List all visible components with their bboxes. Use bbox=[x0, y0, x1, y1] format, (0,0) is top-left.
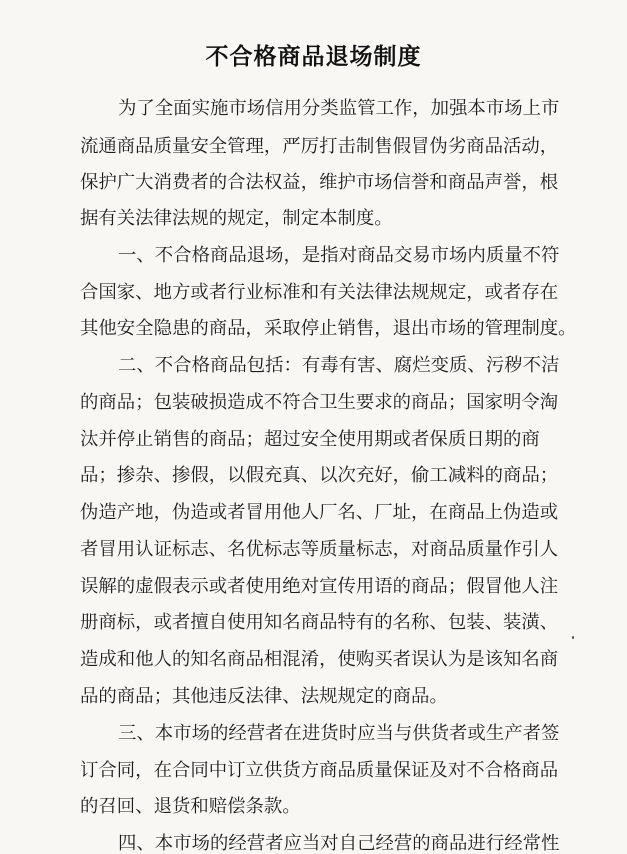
text-line-5: 一、不合格商品退场，是指对商品交易市场内质量不符 bbox=[118, 245, 560, 266]
text-line-21: 四、本市场的经营者应当对自己经营的商品进行经常性 bbox=[118, 833, 560, 854]
text-line-12: 伪造产地，伪造或者冒用他人厂名、厂址，在商品上伪造或 bbox=[80, 502, 559, 523]
text-line-7: 其他安全隐患的商品，采取停止销售，退出市场的管理制度。 bbox=[80, 318, 577, 339]
text-line-10: 汰并停止销售的商品；超过安全使用期或者保质日期的商 bbox=[80, 429, 540, 450]
text-line-6: 合国家、地方或者行业标准和有关法律法规规定，或者存在 bbox=[80, 282, 559, 303]
text-line-1: 为了全面实施市场信用分类监管工作，加强本市场上市 bbox=[118, 98, 560, 119]
text-line-18: 三、本市场的经营者在进货时应当与供货者或生产者签 bbox=[118, 723, 560, 744]
text-line-15: 册商标，或者擅自使用知名商品特有的名称、包装、装潢、 bbox=[80, 612, 559, 633]
text-line-3: 保护广大消费者的合法权益，维护市场信誉和商品声誉，根 bbox=[80, 172, 559, 193]
document-title: 不合格商品退场制度 bbox=[205, 44, 422, 70]
text-line-8: 二、不合格商品包括：有毒有害、腐烂变质、污秽不洁 bbox=[118, 355, 560, 376]
text-line-16: 造成和他人的知名商品相混淆，使购买者误认为是该知名商 bbox=[80, 649, 559, 670]
text-line-19: 订合同，在合同中订立供货方商品质量保证及对不合格商品 bbox=[80, 760, 559, 781]
text-line-4: 据有关法律法规的规定，制定本制度。 bbox=[80, 208, 393, 229]
text-line-2: 流通商品质量安全管理，严厉打击制售假冒伪劣商品活动， bbox=[80, 136, 559, 157]
scan-speck bbox=[572, 636, 574, 639]
text-line-20: 的召回、退货和赔偿条款。 bbox=[80, 796, 301, 817]
text-line-14: 误解的虚假表示或者使用绝对宣传用语的商品；假冒他人注 bbox=[80, 576, 559, 597]
text-line-17: 品的商品；其他违反法律、法规规定的商品。 bbox=[80, 686, 448, 707]
text-line-9: 的商品；包装破损造成不符合卫生要求的商品；国家明令淘 bbox=[80, 392, 559, 413]
text-line-13: 者冒用认证标志、名优标志等质量标志，对商品质量作引人 bbox=[80, 539, 559, 560]
text-line-11: 品；掺杂、掺假，以假充真、以次充好，偷工减料的商品； bbox=[80, 465, 559, 486]
